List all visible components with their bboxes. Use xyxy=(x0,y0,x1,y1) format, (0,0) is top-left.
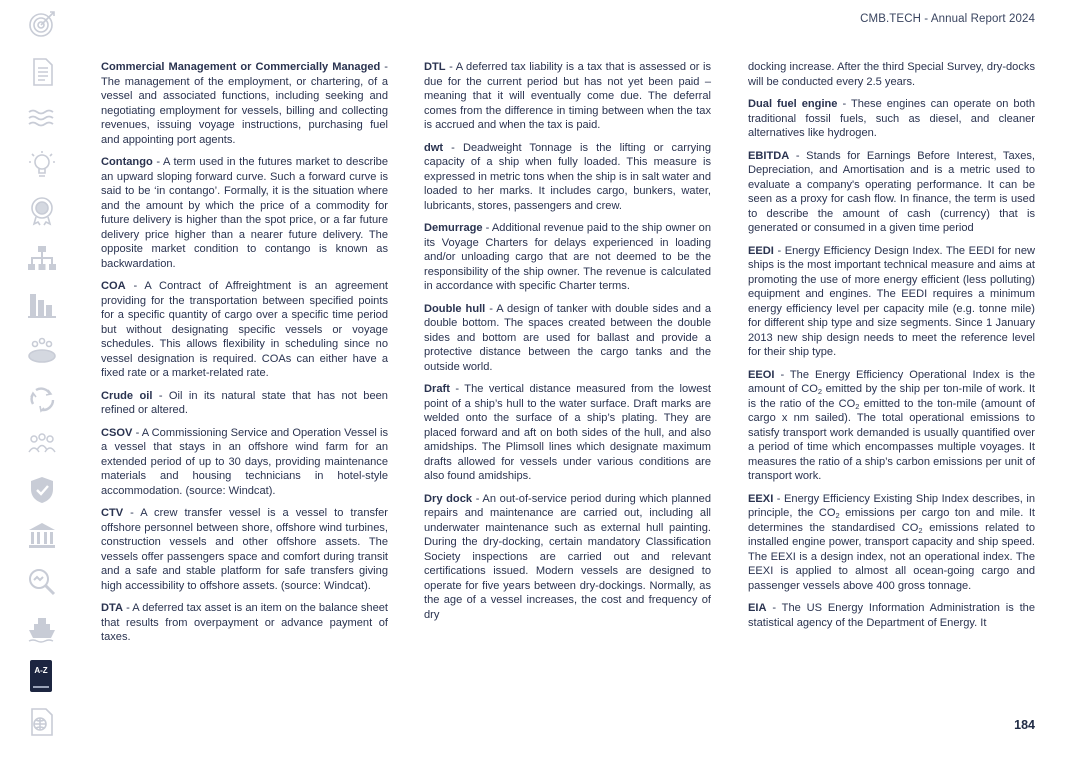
globe-document-icon[interactable] xyxy=(26,706,58,738)
glossary-column-2 xyxy=(424,60,711,630)
document-icon[interactable] xyxy=(26,56,58,88)
glossary-entry xyxy=(748,601,1035,630)
sidebar-nav xyxy=(0,0,90,758)
glossary-definition: - A crew transfer vessel is a vessel to transfer offshore personnel between shore, offshore wind turbines, construction vessels and other offshore assets. The vessels offer passengers space and comfort during transit and a safe and stable platform for safe transfers giving high accessibility to offshore assets. (source: Windcat). xyxy=(101,507,388,592)
glossary-term: EIA xyxy=(748,602,767,614)
people-icon[interactable] xyxy=(26,428,58,460)
glossary-entry xyxy=(101,279,388,381)
subscript: 2 xyxy=(918,525,923,535)
glossary-definition: - Energy Efficiency Design Index. The EEDI for new ships is the most important technical measure and aims at promoting the use of more energy efficient (less polluting) equipment and engines. The EEDI requires a minimum energy efficiency level per capacity mile (e.g. tonne mile) for different ship type and size segments. Since 1 January 2013 new ship design needs to meet the reference level for their ship type. xyxy=(748,244,1035,358)
glossary-term: Crude oil xyxy=(101,389,153,402)
glossary-term: Double hull xyxy=(424,302,486,315)
org-chart-icon[interactable] xyxy=(26,242,58,274)
target-icon[interactable] xyxy=(26,8,58,40)
glossary-term: DTL xyxy=(424,61,446,73)
glossary-term: Contango xyxy=(101,156,153,168)
glossary-definition: - A deferred tax asset is an item on the balance sheet that results from overpayment or advance payment of taxes. xyxy=(101,602,388,643)
recycle-icon[interactable] xyxy=(26,382,58,414)
glossary-definition: - A Commissioning Service and Operation Vessel is a vessel that stays in an offshore wind farm for an extended period of up to 30 days, providing maintenance materials and housing technicians in hotel-style accommodation. (source: Windcat). xyxy=(101,426,388,497)
glossary-definition: emitted by the ship per ton-mile of work. It is the ratio of the CO xyxy=(748,383,1035,410)
lightbulb-icon[interactable] xyxy=(26,148,58,180)
glossary-term: CSOV xyxy=(101,426,133,439)
glossary-definition: - A deferred tax liability is a tax that is assessed or is due for the current period but has not yet been paid – meaning that it will eventually come due. The deferral comes from the difference in timing between when the tax is accrued and when the tax is paid. xyxy=(424,61,711,131)
glossary-term: dwt xyxy=(424,141,444,154)
glossary-entry xyxy=(748,244,1035,360)
glossary-definition: - Additional revenue paid to the ship owner on its Voyage Charters for delays experienced in loading and/or unloading cargo that are not deemed to be the responsibility of the ship owner. The revenue is calculated in accordance with specific Charter terms. xyxy=(424,222,711,292)
glossary-column-3 xyxy=(748,60,1035,638)
glossary-entry xyxy=(424,492,711,623)
glossary-entry xyxy=(748,492,1035,594)
glossary-definition: emitted to the ton-mile (amount of cargo x nm sailed). The total operational emissions to satisfy transport work demanded is usually quantified over a period of time which encompasses multiple voyages. It measures the ratio of a ship’s carbon emissions per unit of transport work. xyxy=(748,397,1036,482)
glossary-definition: - Oil in its natural state that has not been refined or altered. xyxy=(101,389,388,416)
bar-chart-icon[interactable] xyxy=(26,288,58,320)
glossary-definition: - These engines can operate on both traditional fossil fuels, such as diesel, and cleaner alternatives like hydrogen. xyxy=(748,98,1035,139)
glossary-entry xyxy=(101,601,388,645)
glossary-entry xyxy=(424,60,711,133)
magnifier-icon[interactable] xyxy=(26,566,58,598)
glossary-definition: - Deadweight Tonnage is the lifting or carrying capacity of a ship when fully loaded. This measure is expressed in metric tons when the ship is in salt water and loaded to her marks. It includes cargo, bunkers, water, lubricants, stores, passengers and crew. xyxy=(424,141,711,212)
glossary-term: EEOI xyxy=(748,368,775,381)
glossary-entry xyxy=(101,60,388,147)
glossary-term: EEDI xyxy=(748,244,774,257)
glossary-definition: - An out-of-service period during which planned repairs and maintenance are carried out, including all underwater maintenance such as external hull painting. During the dry-docking, certain mandatory Classification Society inspections are carried out and relevant certifications issued. Modern vessels are designed to operate for five years between dry-dockings. Normally, as the age of a vessel increases, the cost and frequency of dry xyxy=(424,492,711,621)
glossary-entry xyxy=(101,426,388,499)
glossary-term: Dual fuel engine xyxy=(748,98,838,110)
glossary-definition: - The management of the employment, or chartering, of a vessel and associated functions, including seeking and negotiating employment for vessels, billing and collecting revenues, issuing voyage instructions, purchasing fuel and appointing port agents. xyxy=(101,61,389,146)
glossary-entry xyxy=(424,221,711,294)
glossary-definition: - A term used in the futures market to describe an upward sloping forward curve. Such a forward curve is said to be ‘in contango’. Formally, it is the situation where and the amount by which the price of a commodity for future delivery is higher than the spot price, or a far future delivery price higher than a nearer future delivery. The opposite market condition to contango is known as backwardation. xyxy=(101,156,388,270)
glossary-entry xyxy=(424,141,711,214)
shield-check-icon[interactable] xyxy=(26,474,58,506)
glossary-definition: - A Contract of Affreightment is an agreement providing for the transportation between specified points for a specific quantity of cargo over a specific time period but without designating specific vessels or voyage schedules. This allows flexibility in scheduling since no vessel designation is required. COAs can either have a fixed rate or a market-related rate. xyxy=(101,280,388,379)
glossary-term: COA xyxy=(101,280,126,292)
glossary-definition: - Stands for Earnings Before Interest, Taxes, Depreciation, and Amortisation and is a metric used to evaluate a company's operating performance. It can be seen as a proxy for cash flow. In finance, the term is used to describe the amount of cash (currency) that is generated or consumed in a given time period xyxy=(748,149,1035,234)
report-header: CMB.TECH - Annual Report 2024 xyxy=(860,13,1035,25)
glossary-definition: emissions per cargo ton and mile. It determines the standardised CO xyxy=(748,507,1035,534)
a-z-glossary-icon[interactable]: A-Z xyxy=(30,660,52,692)
subscript: 2 xyxy=(855,401,860,411)
glossary-definition: - The Energy Efficiency Operational Index is the amount of CO xyxy=(748,368,1035,395)
glossary-definition: - The US Energy Information Administration is the statistical agency of the Department of Energy. It xyxy=(748,602,1035,629)
glossary-column-1 xyxy=(101,60,388,653)
glossary-definition: - A design of tanker with double sides and a double bottom. The spaces created between the double sides and bottom are used for ballast and provide a protective distance between the cargo tanks and the outside world. xyxy=(424,302,711,373)
glossary-definition: - The vertical distance measured from the lowest point of a ship’s hull to the water surface. Draft marks are welded onto the surface of a ship’s plating. They are placed forward and aft on both sides of the hull, and also amidships. The Plimsoll lines which designate maximum drafts allowed for vessels under various conditions are also found amidships. xyxy=(424,383,711,482)
glossary-term: Demurrage xyxy=(424,222,483,234)
glossary-term: Draft xyxy=(424,383,450,395)
waves-icon[interactable] xyxy=(26,102,58,134)
glossary-term: EEXI xyxy=(748,492,774,505)
glossary-definition: - Energy Efficiency Existing Ship Index describes, in principle, the CO xyxy=(748,492,1035,519)
award-icon[interactable] xyxy=(26,194,58,226)
glossary-term: EBITDA xyxy=(748,149,790,162)
glossary-entry xyxy=(748,149,1035,236)
glossary-entry xyxy=(424,302,711,375)
glossary-entry xyxy=(101,506,388,593)
glossary-term: Commercial Management or Commercially Managed xyxy=(101,61,381,73)
page-number: 184 xyxy=(1014,718,1035,732)
glossary-entry xyxy=(748,97,1035,141)
institution-icon[interactable] xyxy=(26,520,58,552)
ship-icon[interactable] xyxy=(26,612,58,644)
glossary-entry xyxy=(424,382,711,484)
glossary-entry xyxy=(748,368,1035,484)
subscript: 2 xyxy=(835,511,840,520)
glossary-definition: emissions related to installed engine power, transport capacity and ship speed. The EEXI is a design index, not an operational index. The EEXI is applied to almost all ocean-going cargo and passenger vessels above 400 gross tonnage. xyxy=(748,521,1035,592)
glossary-term: Dry dock xyxy=(424,492,473,505)
glossary-entry xyxy=(101,389,388,418)
community-icon[interactable] xyxy=(26,334,58,366)
glossary-term: DTA xyxy=(101,602,123,614)
glossary-term: CTV xyxy=(101,507,124,519)
glossary-entry xyxy=(101,155,388,271)
glossary-continuation: docking increase. After the third Special Survey, dry-docks will be conducted every 2.5 years. xyxy=(748,61,1035,88)
subscript: 2 xyxy=(817,387,823,396)
